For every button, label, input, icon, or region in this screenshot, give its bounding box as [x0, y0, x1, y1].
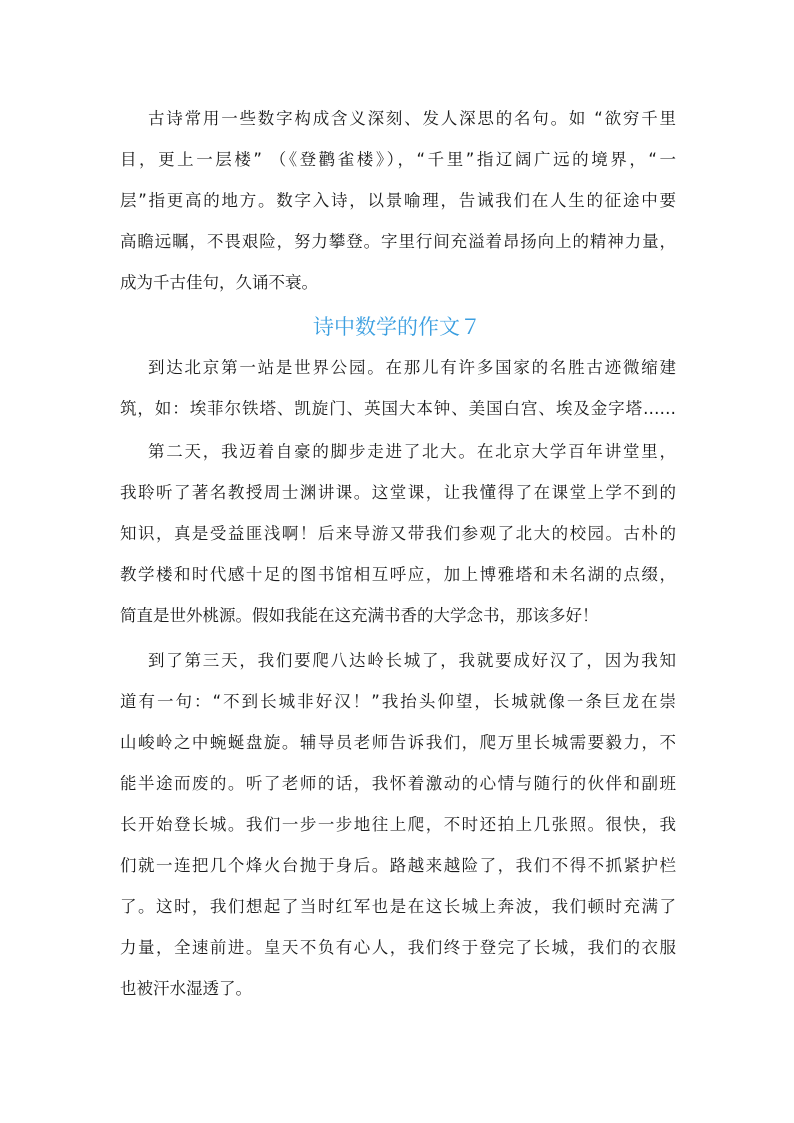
- text-line: 能半途而废的。听了老师的话，我怀着激动的心情与随行的伙伴和副班: [120, 774, 676, 793]
- text-line: 筑，如：埃菲尔铁塔、凯旋门、英国大本钟、美国白宫、埃及金字塔……: [120, 399, 676, 418]
- text-line: 我聆听了著名教授周士渊讲课。这堂课，让我懂得了在课堂上学不到的: [120, 483, 676, 502]
- text-line: 了。这时，我们想起了当时红军也是在这长城上奔波，我们顿时充满了: [120, 897, 676, 916]
- text-line: 山峻岭之中蜿蜒盘旋。辅导员老师告诉我们，爬万里长城需要毅力，不: [120, 733, 676, 752]
- text-line: 成为千古佳句，久诵不衰。: [120, 273, 318, 292]
- text-line: 第二天，我迈着自豪的脚步走进了北大。在北京大学百年讲堂里，: [148, 442, 676, 461]
- paragraph-great-wall: [120, 640, 676, 1009]
- text-line: 到了第三天，我们要爬八达岭长城了，我就要成好汉了，因为我知: [148, 651, 676, 670]
- paragraph-world-park: [120, 347, 676, 429]
- text-line: 目，更上一层楼” （《登鹳雀楼》），“千里”指辽阔广远的境界，“一: [120, 150, 676, 169]
- text-line: 也被汗水湿透了。: [120, 979, 252, 998]
- paragraph-poetry-numbers: [120, 98, 676, 303]
- text-line: 教学楼和时代感十足的图书馆相互呼应，加上博雅塔和未名湖的点缀，: [120, 565, 676, 584]
- text-line: 层”指更高的地方。数字入诗，以景喻理，告诫我们在人生的征途中要: [120, 191, 676, 210]
- text-line: 道有一句：“不到长城非好汉！”我抬头仰望，长城就像一条巨龙在崇: [120, 692, 676, 711]
- text-line: 力量，全速前进。皇天不负有心人，我们终于登完了长城，我们的衣服: [120, 938, 676, 957]
- section-heading: 诗中数学的作文７: [313, 315, 481, 339]
- text-line: 知识，真是受益匪浅啊！后来导游又带我们参观了北大的校园。古朴的: [120, 524, 676, 543]
- text-line: 们就一连把几个烽火台抛于身后。路越来越险了，我们不得不抓紧护栏: [120, 856, 676, 875]
- text-line: 简直是世外桃源。假如我能在这充满书香的大学念书，那该多好！: [120, 606, 599, 625]
- text-line: 高瞻远瞩，不畏艰险，努力攀登。字里行间充溢着昂扬向上的精神力量，: [120, 232, 676, 251]
- text-line: 古诗常用一些数字构成含义深刻、发人深思的名句。如 “欲穷千里: [148, 109, 676, 128]
- text-line: 长开始登长城。我们一步一步地往上爬，不时还拍上几张照。很快，我: [120, 815, 676, 834]
- paragraph-peking-university: [120, 431, 676, 636]
- text-line: 到达北京第一站是世界公园。在那儿有许多国家的名胜古迹微缩建: [148, 358, 676, 377]
